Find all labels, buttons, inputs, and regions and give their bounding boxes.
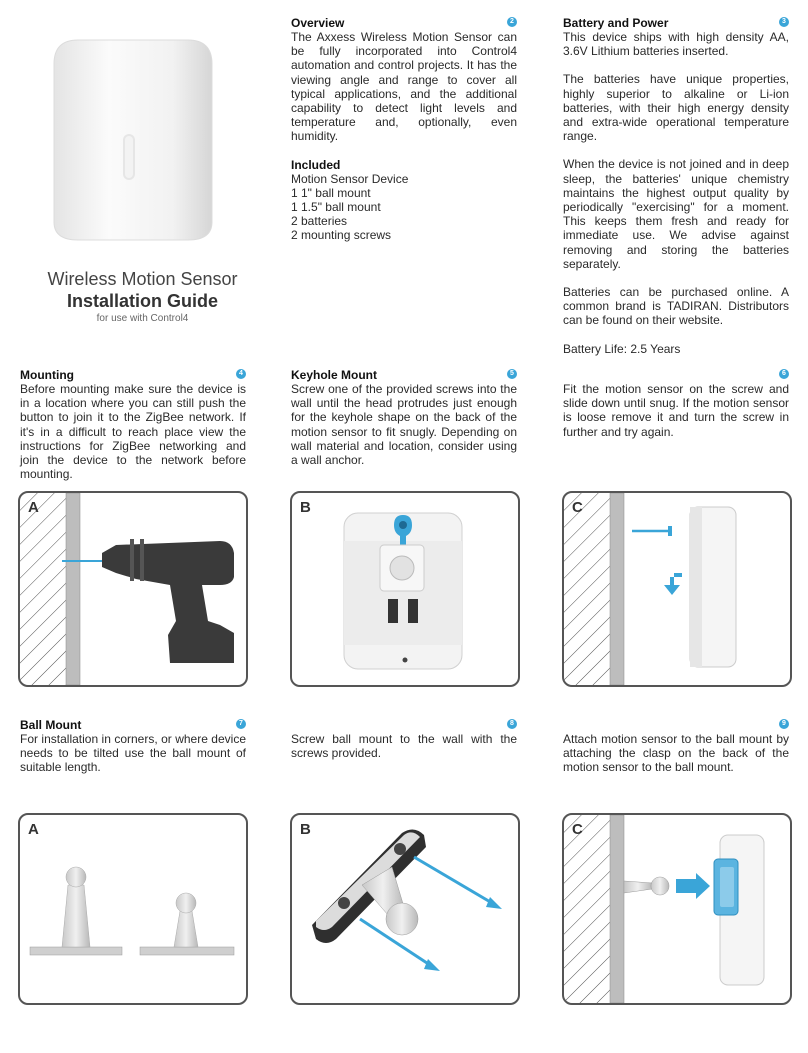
- panel-label: A: [28, 821, 39, 838]
- battery-section: [563, 16, 789, 356]
- attach-sensor-illustration: [564, 815, 790, 1003]
- guide-title: Installation Guide: [66, 291, 218, 311]
- list-item: 2 batteries: [291, 214, 348, 229]
- step-number-badge: 3: [779, 17, 789, 27]
- sensor-back-illustration: [292, 493, 518, 685]
- mounting-section: [20, 368, 246, 481]
- step-number-badge: 6: [779, 369, 789, 379]
- ballmount-heading: Ball Mount: [20, 718, 82, 732]
- list-item: 1 1" ball mount: [291, 185, 371, 200]
- slide-down-illustration: [564, 493, 790, 685]
- step-number-badge: 2: [507, 17, 517, 27]
- screwball-section: [291, 718, 517, 760]
- battery-heading: Battery and Power: [563, 16, 669, 30]
- overview-section: [291, 16, 517, 243]
- keyhole-heading: Keyhole Mount: [291, 368, 377, 382]
- mounting-heading: Mounting: [20, 368, 74, 382]
- overview-text: The Axxess Wireless Motion Sensor can be fully incorporated into Control4 automation and control projects. It has the viewing angle and range to cover all typical applications, and the additional capability to detect light levels and temperature and, optionally, even humidity.: [291, 30, 517, 144]
- mounting-text: Before mounting make sure the device is in a location where you can still push the button to join it to the ZigBee network. If it's in a difficult to reach place view the instructions for ZigBee networking and join the device to the network before mounting.: [20, 382, 246, 482]
- keyhole-text: Screw one of the provided screws into the wall until the head protrudes just enough for the keyhole shape on the back of the motion sensor to fit snugly. Depending on wall material and location, consider using a wall anchor.: [291, 382, 517, 468]
- step-number-badge: 9: [779, 719, 789, 729]
- illustration-panel-keyhole: [290, 491, 520, 687]
- illustration-panel-drill: [18, 491, 248, 687]
- panel-label: C: [572, 499, 583, 516]
- included-list: [291, 172, 517, 243]
- ballmount-text: For installation in corners, or where device needs to be tilted use the ball mount of suitable length.: [20, 732, 246, 775]
- illustration-panel-screwmount: [290, 813, 520, 1005]
- keyhole-section: [291, 368, 517, 467]
- ballmount-section: [20, 718, 246, 775]
- motion-sensor-product-image: [48, 36, 218, 246]
- step-number-badge: 7: [236, 719, 246, 729]
- drill-illustration: [20, 493, 246, 685]
- panel-label: C: [572, 821, 583, 838]
- illustration-panel-ballmounts: [18, 813, 248, 1005]
- attach-text: Attach motion sensor to the ball mount by attaching the clasp on the back of the motion sensor to the ball mount.: [563, 732, 789, 775]
- step-number-badge: 5: [507, 369, 517, 379]
- list-item: 1 1.5" ball mount: [291, 200, 381, 215]
- step-number-badge: 8: [507, 719, 517, 729]
- guide-subtitle: for use with Control4: [96, 313, 189, 324]
- fit-section: [563, 368, 789, 439]
- screw-ballmount-illustration: [292, 815, 518, 1003]
- panel-label: B: [300, 821, 311, 838]
- step-number-badge: 4: [236, 369, 246, 379]
- product-title: Wireless Motion Sensor: [47, 269, 238, 289]
- overview-heading: Overview: [291, 16, 345, 30]
- screwball-text: Screw ball mount to the wall with the screws provided.: [291, 732, 517, 761]
- battery-paragraph: When the device is not joined and in deep sleep, the batteries' unique chemistry maintains the highest output quality by periodically "exercising" for a moment. This keeps them fresh and ready for immediate use. We advise against removing and storing the batteries separately.: [563, 157, 789, 271]
- battery-paragraph: Batteries can be purchased online. A common brand is TADIRAN. Distributors can be found on their website.: [563, 285, 789, 328]
- battery-paragraph: This device ships with high density AA, 3.6V Lithium batteries inserted.: [563, 30, 789, 59]
- panel-label: A: [28, 499, 39, 516]
- illustration-panel-slide: [562, 491, 792, 687]
- battery-paragraph: The batteries have unique properties, highly superior to alkaline or Li-ion batteries, with their high energy density and extra-wide operational temperature range.: [563, 72, 789, 144]
- ball-mounts-illustration: [20, 815, 246, 1003]
- panel-label: B: [300, 499, 311, 516]
- illustration-panel-attach: [562, 813, 792, 1005]
- list-item: Motion Sensor Device: [291, 171, 409, 186]
- list-item: 2 mounting screws: [291, 228, 392, 243]
- attach-section: [563, 718, 789, 775]
- included-heading: Included: [291, 157, 341, 172]
- fit-text: Fit the motion sensor on the screw and slide down until snug. If the motion sensor is loose remove it and turn the screw in further and try again.: [563, 382, 789, 439]
- battery-life: Battery Life: 2.5 Years: [563, 341, 681, 356]
